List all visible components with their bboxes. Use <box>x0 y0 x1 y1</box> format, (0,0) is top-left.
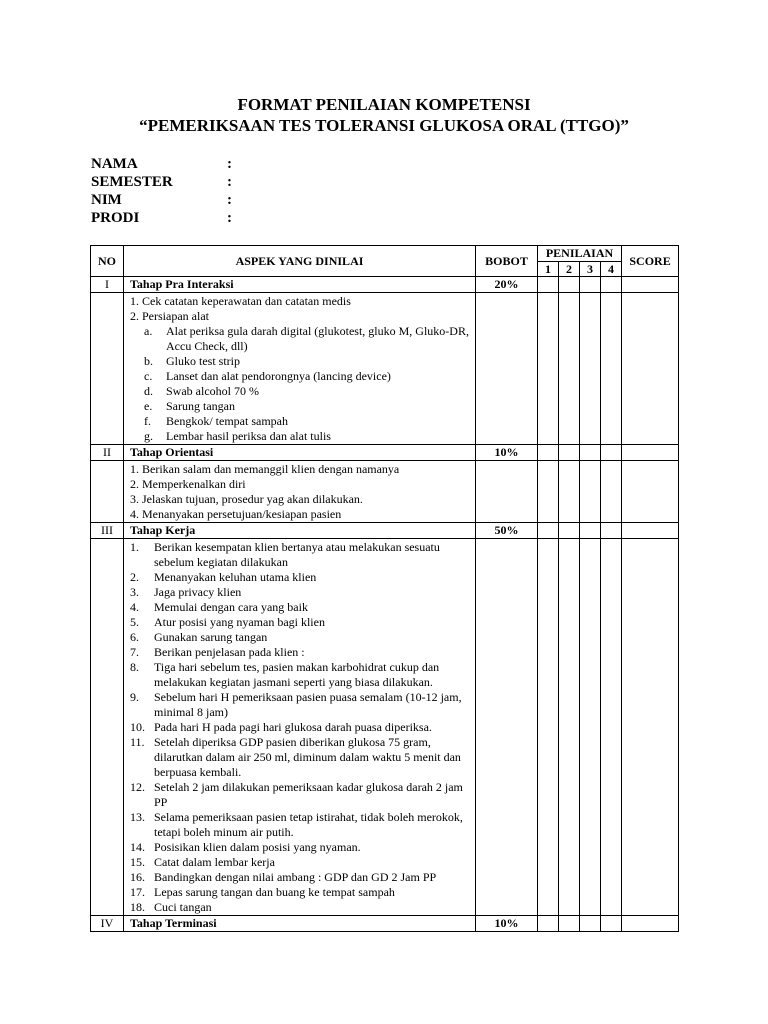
section-row <box>91 523 679 539</box>
list-item <box>130 600 471 615</box>
list-item-marker: 7. <box>130 645 139 659</box>
list-item <box>130 780 471 810</box>
list-item-text: Setelah 2 jam dilakukan pemeriksaan kadar glukosa darah 2 jam PP <box>154 780 463 809</box>
list-item-text: Sebelum hari H pemeriksaan pasien puasa semalam (10-12 jam, minimal 8 jam) <box>154 690 462 719</box>
list-item-marker: 9. <box>130 690 139 704</box>
list-item-marker: d. <box>144 384 153 398</box>
list-item <box>130 630 471 645</box>
rating-cell-1[interactable] <box>538 445 559 461</box>
empty-no-cell <box>91 293 124 445</box>
list-item-marker: 15. <box>130 855 145 869</box>
list-item-text: Atur posisi yang nyaman bagi klien <box>154 615 325 629</box>
list-item-text: Cuci tangan <box>154 900 212 914</box>
section-weight: 10% <box>476 445 538 461</box>
rating-cell-1[interactable] <box>538 916 559 932</box>
list-item <box>130 840 471 855</box>
document-title: FORMAT PENILAIAN KOMPETENSI <box>237 95 531 114</box>
list-item-text: Catat dalam lembar kerja <box>154 855 275 869</box>
rating-cell-3[interactable] <box>580 445 601 461</box>
list-item <box>130 507 471 522</box>
rating-cell-4[interactable] <box>601 461 622 523</box>
header-aspek: ASPEK YANG DINILAI <box>124 246 476 277</box>
rating-cell-1[interactable] <box>538 277 559 293</box>
section-title: Tahap Kerja <box>124 523 476 539</box>
list-item <box>130 369 471 384</box>
identity-row-nim <box>91 191 232 209</box>
list-item-text: Gunakan sarung tangan <box>154 630 268 644</box>
identity-colon: : <box>227 210 232 226</box>
list-item-text: Menanyakan keluhan utama klien <box>154 570 317 584</box>
score-cell[interactable] <box>622 461 679 523</box>
list-item-marker: 13. <box>130 810 145 824</box>
identity-row-prodi <box>91 209 232 227</box>
list-item-marker: 3. <box>130 585 139 599</box>
list-item-text: Setelah diperiksa GDP pasien diberikan glukosa 75 gram, dilarutkan dalam air 250 ml, diminum dalam waktu 5 menit dan berpuasa kembali. <box>154 735 461 779</box>
section-items <box>124 293 476 445</box>
rating-cell-4[interactable] <box>601 293 622 445</box>
section-number: IV <box>91 916 124 932</box>
header-score: SCORE <box>622 246 679 277</box>
rating-cell-4[interactable] <box>601 445 622 461</box>
section-weight: 20% <box>476 277 538 293</box>
rating-cell-3[interactable] <box>580 277 601 293</box>
list-item <box>130 870 471 885</box>
rating-cell-4[interactable] <box>601 277 622 293</box>
list-item <box>130 477 471 492</box>
list-item-text: Alat periksa gula darah digital (glukotest, gluko M, Gluko-DR, Accu Check, dll) <box>166 324 469 353</box>
empty-no-cell <box>91 461 124 523</box>
list-item-marker: a. <box>144 324 153 338</box>
list-item-marker: 1. <box>130 294 139 308</box>
list-item-text: Sarung tangan <box>166 399 235 413</box>
header-scale-4: 4 <box>601 262 622 277</box>
list-item-marker: 5. <box>130 615 139 629</box>
list-item <box>130 690 471 720</box>
section-row <box>91 277 679 293</box>
list-item-text: Persiapan alat <box>142 309 209 323</box>
identity-row-nama <box>91 155 232 173</box>
list-item <box>130 540 471 570</box>
rating-cell-3[interactable] <box>580 539 601 916</box>
rating-cell-3[interactable] <box>580 293 601 445</box>
table-body <box>91 277 679 932</box>
document-subtitle: “PEMERIKSAAN TES TOLERANSI GLUKOSA ORAL (TTGO)” <box>139 116 629 135</box>
empty-weight-cell <box>476 293 538 445</box>
list-item-marker: 4. <box>130 600 139 614</box>
list-item-text: Lembar hasil periksa dan alat tulis <box>166 429 331 443</box>
rating-cell-4[interactable] <box>601 539 622 916</box>
list-item-marker: 8. <box>130 660 139 674</box>
list-item <box>130 855 471 870</box>
empty-weight-cell <box>476 539 538 916</box>
header-scale-2: 2 <box>559 262 580 277</box>
list-item <box>130 309 471 324</box>
list-item <box>130 900 471 915</box>
section-title: Tahap Pra Interaksi <box>124 277 476 293</box>
list-item-text: Swab alcohol 70 % <box>166 384 259 398</box>
score-cell[interactable] <box>622 293 679 445</box>
list-item-marker: 18. <box>130 900 145 914</box>
rating-cell-3[interactable] <box>580 523 601 539</box>
list-item <box>130 810 471 840</box>
list-item-marker: 2. <box>130 570 139 584</box>
rating-cell-4[interactable] <box>601 523 622 539</box>
list-item <box>130 399 471 414</box>
section-items-row <box>91 461 679 523</box>
list-item-marker: 3. <box>130 492 139 506</box>
empty-weight-cell <box>476 461 538 523</box>
rating-cell-2[interactable] <box>559 293 580 445</box>
list-item-text: Selama pemeriksaan pasien tetap istirahat, tidak boleh merokok, tetapi boleh minum air putih. <box>154 810 463 839</box>
rating-cell-1[interactable] <box>538 461 559 523</box>
score-cell[interactable] <box>622 523 679 539</box>
list-item-text: Berikan salam dan memanggil klien dengan namanya <box>142 462 400 476</box>
identity-colon: : <box>227 174 232 190</box>
list-item <box>130 585 471 600</box>
list-item-marker: c. <box>144 369 153 383</box>
list-item-text: Posisikan klien dalam posisi yang nyaman. <box>154 840 361 854</box>
header-bobot: BOBOT <box>476 246 538 277</box>
score-cell[interactable] <box>622 539 679 916</box>
rating-cell-2[interactable] <box>559 539 580 916</box>
list-item-text: Memulai dengan cara yang baik <box>154 600 308 614</box>
section-items-row <box>91 293 679 445</box>
list-item-marker: 2. <box>130 477 139 491</box>
rating-cell-3[interactable] <box>580 461 601 523</box>
rating-cell-3[interactable] <box>580 916 601 932</box>
score-cell[interactable] <box>622 277 679 293</box>
list-item <box>130 429 471 444</box>
identity-label: PRODI <box>91 210 140 226</box>
assessment-table <box>90 245 679 932</box>
list-item <box>130 354 471 369</box>
list-item-text: Memperkenalkan diri <box>142 477 246 491</box>
list-item-marker: g. <box>144 429 153 443</box>
list-item-marker: 1. <box>130 540 139 554</box>
list-item-marker: e. <box>144 399 153 413</box>
section-number: III <box>91 523 124 539</box>
identity-colon: : <box>227 156 232 172</box>
list-item <box>130 384 471 399</box>
rating-cell-1[interactable] <box>538 523 559 539</box>
list-item-marker: 14. <box>130 840 145 854</box>
list-item-marker: b. <box>144 354 153 368</box>
section-weight: 50% <box>476 523 538 539</box>
list-item-marker: f. <box>144 414 151 428</box>
section-weight: 10% <box>476 916 538 932</box>
section-title: Tahap Terminasi <box>124 916 476 932</box>
list-item-marker: 1. <box>130 462 139 476</box>
list-item <box>130 885 471 900</box>
identity-row-semester <box>91 173 232 191</box>
list-item-text: Lanset dan alat pendorongnya (lancing device) <box>166 369 391 383</box>
list-item-text: Tiga hari sebelum tes, pasien makan karbohidrat cukup dan melakukan kegiatan jasmani seperti yang biasa dilakukan. <box>154 660 440 689</box>
section-number: I <box>91 277 124 293</box>
list-item-text: Berikan penjelasan pada klien : <box>154 645 305 659</box>
list-item-marker: 12. <box>130 780 145 794</box>
list-item-text: Menanyakan persetujuan/kesiapan pasien <box>142 507 342 521</box>
identity-colon: : <box>227 192 232 208</box>
list-item-marker: 10. <box>130 720 145 734</box>
list-item <box>130 615 471 630</box>
score-cell[interactable] <box>622 916 679 932</box>
list-item <box>130 462 471 477</box>
list-item <box>130 645 471 660</box>
list-item <box>130 570 471 585</box>
rating-cell-2[interactable] <box>559 461 580 523</box>
rating-cell-1[interactable] <box>538 293 559 445</box>
list-item <box>130 660 471 690</box>
header-scale-3: 3 <box>580 262 601 277</box>
header-penilaian: PENILAIAN <box>538 246 622 262</box>
section-items-row <box>91 539 679 916</box>
list-item-text: Jaga privacy klien <box>154 585 242 599</box>
section-title: Tahap Orientasi <box>124 445 476 461</box>
list-item-text: Lepas sarung tangan dan buang ke tempat sampah <box>154 885 395 899</box>
list-item <box>130 294 471 309</box>
section-row <box>91 916 679 932</box>
list-item-text: Bengkok/ tempat sampah <box>166 414 288 428</box>
score-cell[interactable] <box>622 445 679 461</box>
rating-cell-4[interactable] <box>601 916 622 932</box>
list-item-text: Berikan kesempatan klien bertanya atau melakukan sesuatu sebelum kegiatan dilakukan <box>154 540 440 569</box>
list-item <box>130 414 471 429</box>
list-item-marker: 11. <box>130 735 145 749</box>
section-row <box>91 445 679 461</box>
list-item-marker: 4. <box>130 507 139 521</box>
list-item-text: Pada hari H pada pagi hari glukosa darah puasa diperiksa. <box>154 720 432 734</box>
section-items <box>124 461 476 523</box>
header-scale-1: 1 <box>538 262 559 277</box>
rating-cell-2[interactable] <box>559 916 580 932</box>
list-item-marker: 16. <box>130 870 145 884</box>
rating-cell-1[interactable] <box>538 539 559 916</box>
list-item <box>130 492 471 507</box>
list-item-text: Cek catatan keperawatan dan catatan medis <box>142 294 351 308</box>
list-item-marker: 17. <box>130 885 145 899</box>
identity-label: NIM <box>91 192 122 208</box>
list-item-text: Bandingkan dengan nilai ambang : GDP dan GD 2 Jam PP <box>154 870 437 884</box>
section-number: II <box>91 445 124 461</box>
list-item-marker: 2. <box>130 309 139 323</box>
section-items <box>124 539 476 916</box>
list-item-text: Gluko test strip <box>166 354 240 368</box>
list-item <box>130 720 471 735</box>
list-item <box>130 735 471 780</box>
rating-cell-2[interactable] <box>559 277 580 293</box>
rating-cell-2[interactable] <box>559 445 580 461</box>
rating-cell-2[interactable] <box>559 523 580 539</box>
list-item-text: Jelaskan tujuan, prosedur yag akan dilakukan. <box>142 492 363 506</box>
empty-no-cell <box>91 539 124 916</box>
identity-label: NAMA <box>91 156 138 172</box>
list-item <box>130 324 471 354</box>
list-item-marker: 6. <box>130 630 139 644</box>
header-no: NO <box>91 246 124 277</box>
identity-label: SEMESTER <box>91 174 173 190</box>
